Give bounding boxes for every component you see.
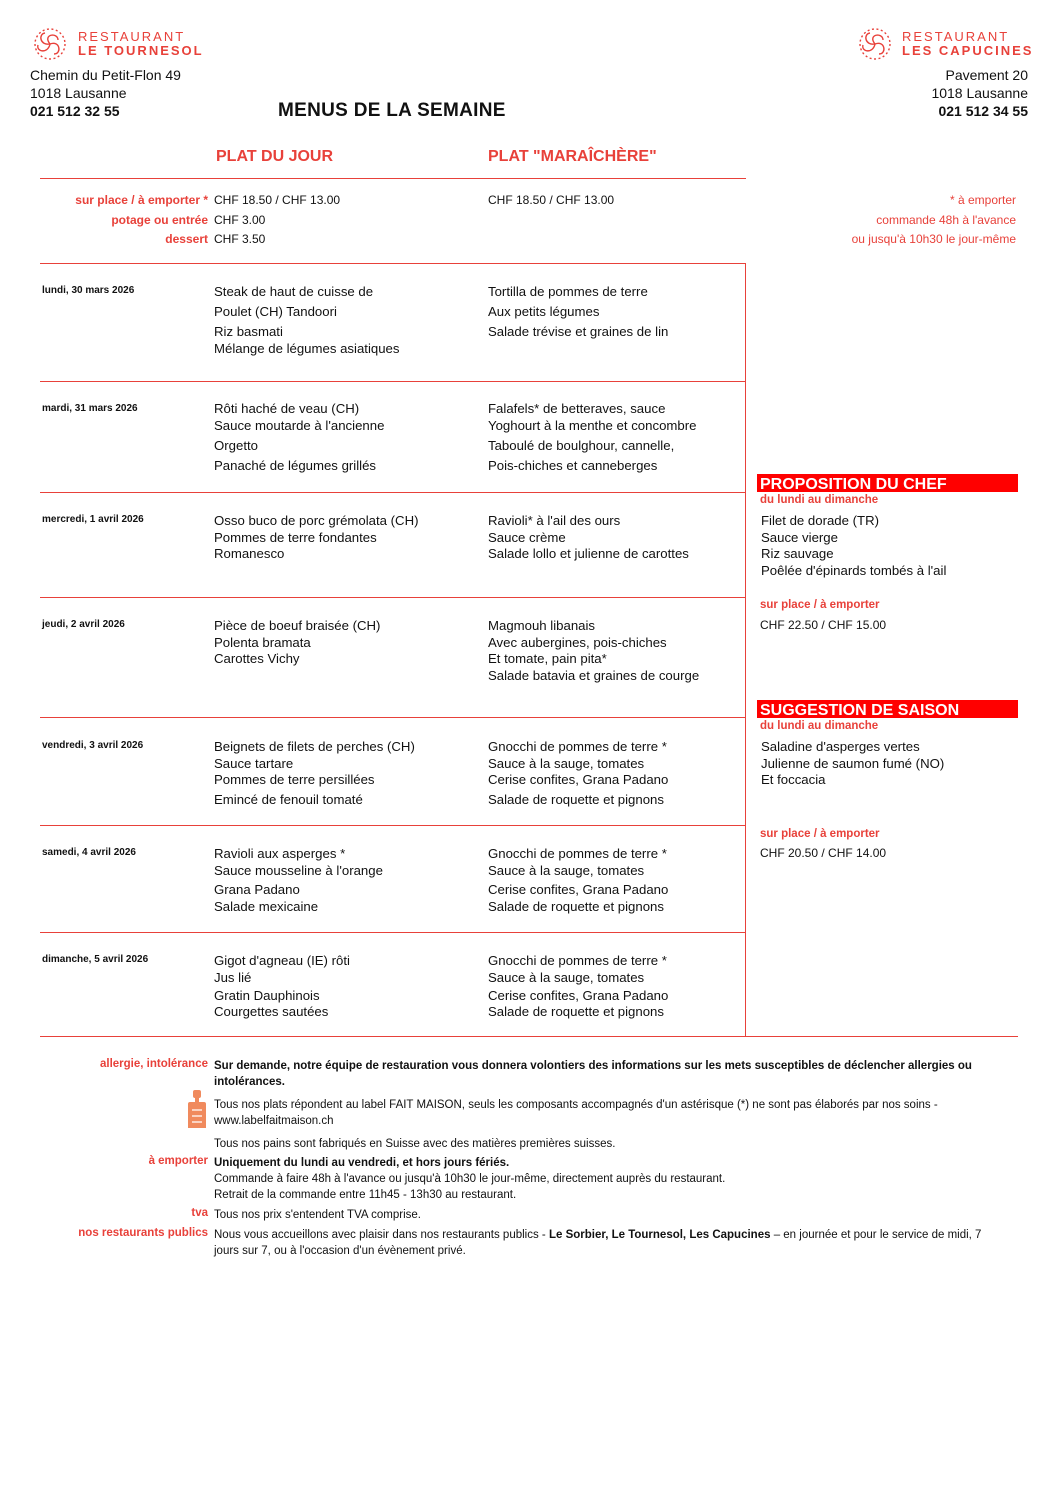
maraichere-dish [488,953,668,1021]
day-date: jeudi, 2 avril 2026 [42,619,125,630]
seasonal-suggestion-items [761,739,944,789]
left-address [30,66,181,120]
maraichere-dish [488,284,668,341]
price-label: sur place / à emporter * [75,193,208,207]
price-values-plat [214,191,340,250]
dish-line: Salade de roquette et pignons [488,791,664,807]
divider [40,717,746,718]
left-address-line1: Chemin du Petit-Flon 49 [30,67,181,83]
dish-line: Et foccacia [761,772,826,788]
dish-line: Rôti haché de veau (CH) [214,401,360,416]
dish-line: Et tomate, pain pita* [488,651,607,667]
day-date: vendredi, 3 avril 2026 [42,740,144,751]
dish-line: Polenta bramata [214,634,311,650]
dish-line: Romanesco [214,546,285,562]
dish-line: Saladine d'asperges vertes [761,739,920,754]
seasonal-price-label: sur place / à emporter [760,828,880,840]
dish-line: Sauce à la sauge, tomates [488,862,645,878]
chef-price: CHF 22.50 / CHF 15.00 [760,618,887,632]
takeaway-note-line: commande 48h à l'avance [876,212,1016,227]
dish-line: Avec aubergines, pois-chiches [488,634,667,650]
dish-line: Salade trévise et graines de lin [488,324,669,340]
public-restaurants-names: Le Sorbier, Le Tournesol, Les Capucines [548,1229,771,1241]
dish-line: Salade mexicaine [214,898,319,914]
plat-du-jour-dish [214,846,383,915]
dish-line: Mélange de légumes asiatiques [214,340,400,356]
allergy-label: allergie, intolérance [99,1058,208,1070]
seasonal-suggestion-subtitle: du lundi au dimanche [760,720,879,732]
dish-line: Magmouh libanais [488,618,596,633]
plat-du-jour-dish [214,739,415,808]
dish-line: Jus lié [214,969,252,985]
price-value-maraichere: CHF 18.50 / CHF 13.00 [488,193,615,207]
vat-label: tva [191,1207,208,1219]
dish-line: Sauce moutarde à l'ancienne [214,417,385,433]
right-logo-line2: LES CAPUCINES [902,43,1034,58]
left-logo-line2: LE TOURNESOL [78,43,204,58]
dish-line: Taboulé de boulghour, cannelle, [488,437,675,453]
dish-line: Ravioli* à l'ail des ours [488,513,621,528]
divider [40,492,746,493]
dish-line: Emincé de fenouil tomaté [214,791,363,807]
dish-line: Gnocchi de pommes de terre * [488,739,667,754]
dish-line: Beignets de filets de perches (CH) [214,739,415,754]
takeaway-info [214,1155,1014,1203]
dish-line: Pommes de terre persillées [214,772,375,788]
takeaway-line: Retrait de la commande entre 11h45 - 13h30 au restaurant. [214,1189,517,1201]
plat-du-jour-dish [214,284,399,357]
bread-text: Tous nos pains sont fabriqués en Suisse avec des matières premières suisses. [214,1138,616,1150]
divider [40,381,746,382]
column-header-plat-du-jour: PLAT DU JOUR [216,148,334,165]
plat-du-jour-dish [214,513,419,563]
dish-line: Salade batavia et graines de courge [488,667,700,683]
dish-line: Steak de haut de cuisse de [214,284,374,299]
left-phone: 021 512 32 55 [30,103,120,119]
dish-line: Sauce crème [488,529,566,545]
dish-line: Gigot d'agneau (IE) rôti [214,953,350,968]
dish-line: Cerise confites, Grana Padano [488,882,669,898]
right-address [931,66,1028,120]
swirl-logo-icon [30,26,72,62]
divider [40,597,746,598]
page-title: MENUS DE LA SEMAINE [278,100,506,121]
dish-line: Orgetto [214,437,258,453]
dish-line: Sauce vierge [761,529,838,545]
dish-line: Gnocchi de pommes de terre * [488,953,667,968]
chef-proposal-subtitle: du lundi au dimanche [760,494,879,506]
dish-line: Poêlée d'épinards tombés à l'ail [761,562,947,578]
maraichere-dish [488,846,668,915]
takeaway-line: Uniquement du lundi au vendredi, et hors jours fériés. [214,1157,510,1169]
divider [40,825,746,826]
dish-line: Aux petits légumes [488,304,600,320]
dish-line: Pommes de terre fondantes [214,529,377,545]
takeaway-line: Commande à faire 48h à l'avance ou jusqu'à 10h30 le jour-même, directement auprès du restaurant. [214,1173,726,1185]
day-date: lundi, 30 mars 2026 [42,285,135,296]
dish-line: Salade de roquette et pignons [488,1004,664,1020]
dish-line: Poulet (CH) Tandoori [214,304,337,320]
dish-line: Cerise confites, Grana Padano [488,987,669,1003]
dish-line: Julienne de saumon fumé (NO) [761,755,945,771]
dish-line: Ravioli aux asperges * [214,846,346,861]
right-phone: 021 512 34 55 [938,103,1028,119]
public-restaurants-text [214,1227,994,1259]
dish-line: Sauce tartare [214,755,294,771]
public-restaurants-outro: – en journée et pour le service de midi, 7 jours sur 7, ou à l'occasion d'un évènement privé. [214,1229,982,1257]
price-value: CHF 3.50 [214,232,266,246]
vat-text: Tous nos prix s'entendent TVA comprise. [214,1209,421,1221]
price-label: potage ou entrée [111,212,208,227]
allergy-text: Sur demande, notre équipe de restauration vous donnera volontiers des informations sur les mets susceptibles de déclencher allergies ou intolérances. [214,1060,972,1088]
plat-du-jour-dish [214,953,350,1021]
seasonal-price: CHF 20.50 / CHF 14.00 [760,846,887,860]
dish-line: Carottes Vichy [214,651,300,667]
price-value: CHF 18.50 / CHF 13.00 [214,193,341,207]
right-address-line2: 1018 Lausanne [931,85,1028,101]
maraichere-dish [488,513,689,563]
column-header-maraichere: PLAT "MARAÎCHÈRE" [488,148,657,165]
dish-line: Salade lollo et julienne de carottes [488,546,689,562]
dish-line: Panaché de légumes grillés [214,457,377,473]
left-address-line2: 1018 Lausanne [30,85,127,101]
takeaway-note [756,191,1016,250]
takeaway-note-line: ou jusqu'à 10h30 le jour-même [851,232,1016,246]
dish-line: Pois-chiches et canneberges [488,457,658,473]
dish-line: Filet de dorade (TR) [761,513,879,528]
divider [40,263,746,264]
swirl-logo-icon [855,26,897,62]
right-logo-line1: RESTAURANT [902,29,1010,44]
dish-line: Gratin Dauphinois [214,987,320,1003]
dish-line: Courgettes sautées [214,1004,329,1020]
price-value: CHF 3.00 [214,212,266,227]
divider [40,1036,1018,1037]
plat-du-jour-dish [214,401,384,474]
dish-line: Gnocchi de pommes de terre * [488,846,667,861]
day-date: samedi, 4 avril 2026 [42,847,136,858]
chef-proposal-items [761,513,946,579]
dish-line: Grana Padano [214,882,300,898]
dish-line: Riz basmati [214,324,283,340]
right-address-line1: Pavement 20 [945,67,1028,83]
divider [40,178,746,179]
dish-line: Sauce à la sauge, tomates [488,969,645,985]
maraichere-dish [488,618,699,684]
dish-line: Sauce à la sauge, tomates [488,755,645,771]
day-date: mardi, 31 mars 2026 [42,403,138,414]
public-restaurants-label: nos restaurants publics [78,1227,208,1239]
dish-line: Sauce mousseline à l'orange [214,862,383,878]
price-label: dessert [165,232,208,246]
dish-line: Osso buco de porc grémolata (CH) [214,513,419,528]
fait-maison-text: Tous nos plats répondent au label FAIT MAISON, seuls les composants accompagnés d'un astérisque (*) ne sont pas élaborés par nos soins - www.labelfaitmaison.ch [214,1099,938,1127]
takeaway-note-line: * à emporter [949,193,1016,207]
day-date: mercredi, 1 avril 2026 [42,514,144,525]
chef-price-label: sur place / à emporter [760,599,880,611]
fait-maison-icon [186,1090,208,1130]
dish-line: Riz sauvage [761,546,834,562]
public-restaurants-intro: Nous vous accueillons avec plaisir dans nos restaurants publics - [214,1229,549,1241]
day-date: dimanche, 5 avril 2026 [42,954,149,965]
maraichere-dish [488,401,696,474]
dish-line: Cerise confites, Grana Padano [488,772,669,788]
divider [40,932,746,933]
price-labels [40,191,208,250]
dish-line: Tortilla de pommes de terre [488,284,648,299]
dish-line: Pièce de boeuf braisée (CH) [214,618,381,633]
chef-proposal-header: PROPOSITION DU CHEF [757,474,1018,492]
left-logo-line1: RESTAURANT [78,29,186,44]
vertical-divider [745,263,746,1037]
takeaway-label: à emporter [148,1155,208,1167]
dish-line: Yoghourt à la menthe et concombre [488,417,697,433]
dish-line: Salade de roquette et pignons [488,898,664,914]
plat-du-jour-dish [214,618,380,668]
seasonal-suggestion-header: SUGGESTION DE SAISON [757,700,1018,718]
maraichere-dish [488,739,668,808]
dish-line: Falafels* de betteraves, sauce [488,401,666,416]
